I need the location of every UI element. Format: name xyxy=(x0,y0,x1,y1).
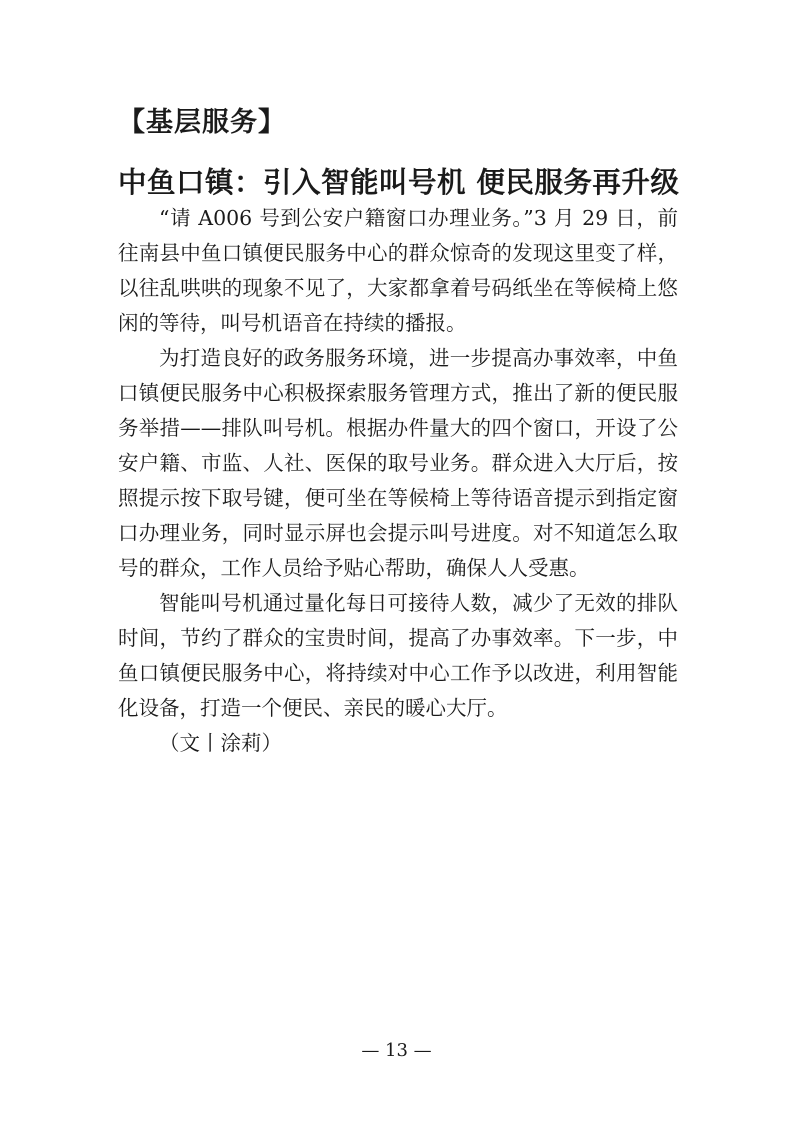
paragraph-2: 为打造良好的政务服务环境，进一步提高办事效率，中鱼口镇便民服务中心积极探索服务管理方式，推出了新的便民服务举措——排队叫号机。根据办件量大的四个窗口，开设了公安户籍、市监、人社、医保的取号业务。群众进入大厅后，按照提示按下取号键，便可坐在等候椅上等待语音提示到指定窗口办理业务，同时显示屏也会提示叫号进度。对不知道怎么取号的群众，工作人员给予贴心帮助，确保人人受惠。 xyxy=(118,346,678,580)
section-tag: 【基层服务】 xyxy=(118,107,286,138)
page-number: — 13 — xyxy=(361,1040,432,1061)
paragraph-1: “请 A006 号到公安户籍窗口办理业务。”3 月 29 日，前往南县中鱼口镇便民服务中心的群众惊奇的发现这里变了样，以往乱哄哄的现象不见了，大家都拿着号码纸坐在等候椅上悠闲的等待，叫号机语音在持续的播报。 xyxy=(118,206,678,335)
paragraph-3: 智能叫号机通过量化每日可接待人数，减少了无效的排队时间，节约了群众的宝贵时间，提高了办事效率。下一步，中鱼口镇便民服务中心，将持续对中心工作予以改进，利用智能化设备，打造一个便民、亲民的暖心大厅。 xyxy=(118,591,678,720)
article-headline: 中鱼口镇：引入智能叫号机 便民服务再升级 xyxy=(118,166,680,199)
author-credit: （文丨涂莉） xyxy=(159,731,282,755)
article-body xyxy=(118,201,678,761)
